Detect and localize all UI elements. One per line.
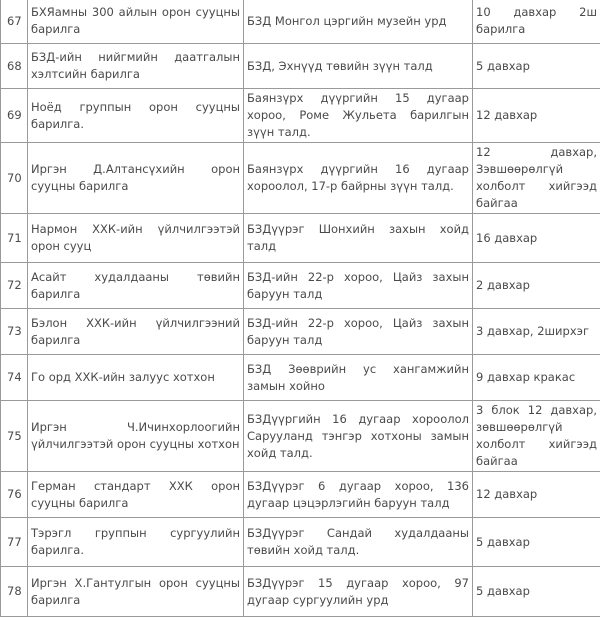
building-name: Иргэн Х.Гантулгын орон сууцны барилга <box>28 567 244 617</box>
building-floors: 5 давхар <box>473 567 600 617</box>
building-address: БЗД, Эхнүүд төвийн зүүн талд <box>244 44 473 89</box>
table-row <box>1 567 600 617</box>
building-name: Герман стандарт ХХК орон сууцны барилга <box>28 472 244 518</box>
row-number: 72 <box>1 263 28 309</box>
building-floors: 2 давхар <box>473 263 600 309</box>
building-floors: 12 давхар, Зэвшөөрөлгүй холболт хийгээд байгаа <box>473 143 600 214</box>
table-row <box>1 518 600 567</box>
table-row <box>1 401 600 472</box>
building-floors: 5 давхар <box>473 518 600 567</box>
table-row <box>1 355 600 401</box>
row-number: 70 <box>1 143 28 214</box>
building-address: БЗД-ийн 22-р хороо, Цайз захын баруун талд <box>244 309 473 355</box>
building-address: БЗДүүргийн 16 дугаар хороолол Сарууланд тэнгэр хотхоны замын хойд талд. <box>244 401 473 472</box>
table-row <box>1 263 600 309</box>
building-floors: 12 давхар <box>473 89 600 143</box>
building-name: БХЯамны 300 айлын орон сууцны барилга <box>28 0 244 44</box>
building-address: БЗДүүрэг 15 дугаар хороо, 97 дугаар сургуулийн урд <box>244 567 473 617</box>
building-name: Иргэн Ч.Ичинхорлоогийн үйлчилгээтэй орон сууцны хотхон <box>28 401 244 472</box>
building-floors: 16 давхар <box>473 214 600 263</box>
building-floors: 12 давхар <box>473 472 600 518</box>
table-row <box>1 309 600 355</box>
building-floors: 9 давхар кракас <box>473 355 600 401</box>
table-row <box>1 44 600 89</box>
row-number: 77 <box>1 518 28 567</box>
building-address: БЗДүүрэг Сандай худалдааны төвийн хойд талд. <box>244 518 473 567</box>
row-number: 67 <box>1 0 28 44</box>
row-number: 74 <box>1 355 28 401</box>
row-number: 68 <box>1 44 28 89</box>
table-row <box>1 0 600 44</box>
building-address: БЗД-ийн 22-р хороо, Цайз захын баруун талд <box>244 263 473 309</box>
row-number: 75 <box>1 401 28 472</box>
table-row <box>1 143 600 214</box>
building-name: Иргэн Д.Алтансүхийн орон сууцны барилга <box>28 143 244 214</box>
building-address: Баянзүрх дүүргийн 16 дугаар хороолол, 17-р байрны зүүн талд. <box>244 143 473 214</box>
table-row <box>1 214 600 263</box>
building-name: БЗД-ийн нийгмийн даатгалын хэлтсийн барилга <box>28 44 244 89</box>
building-address: Баянзүрх дүүргийн 15 дугаар хороо, Роме Жульета барилгын зүүн талд. <box>244 89 473 143</box>
table-row <box>1 472 600 518</box>
building-floors: 3 блок 12 давхар, зөвшөөрөлгүй холболт хийгээд байгаа <box>473 401 600 472</box>
building-address: БЗДүүрэг 6 дугаар хороо, 136 дугаар цэцэрлэгийн баруун талд <box>244 472 473 518</box>
building-name: Нармон ХХК-ийн үйлчилгээтэй орон сууц <box>28 214 244 263</box>
row-number: 73 <box>1 309 28 355</box>
building-name: Го орд ХХК-ийн залуус хотхон <box>28 355 244 401</box>
row-number: 69 <box>1 89 28 143</box>
building-floors: 3 давхар, 2ширхэг <box>473 309 600 355</box>
building-address: БЗД Монгол цэргийн музейн урд <box>244 0 473 44</box>
building-name: Ноёд группын орон сууцны барилга. <box>28 89 244 143</box>
row-number: 78 <box>1 567 28 617</box>
building-floors: 5 давхар <box>473 44 600 89</box>
building-address: БЗДүүрэг Шонхийн захын хойд талд <box>244 214 473 263</box>
building-name: Тэрэгл группын сургуулийн барилга. <box>28 518 244 567</box>
row-number: 71 <box>1 214 28 263</box>
building-address: БЗД Зөөврийн ус хангамжийн замын хойно <box>244 355 473 401</box>
building-name: Бэлон ХХК-ийн үйлчилгээний барилга <box>28 309 244 355</box>
building-floors: 10 давхар 2ш барилга <box>473 0 600 44</box>
row-number: 76 <box>1 472 28 518</box>
table-row <box>1 89 600 143</box>
building-name: Асайт худалдааны төвийн барилга <box>28 263 244 309</box>
